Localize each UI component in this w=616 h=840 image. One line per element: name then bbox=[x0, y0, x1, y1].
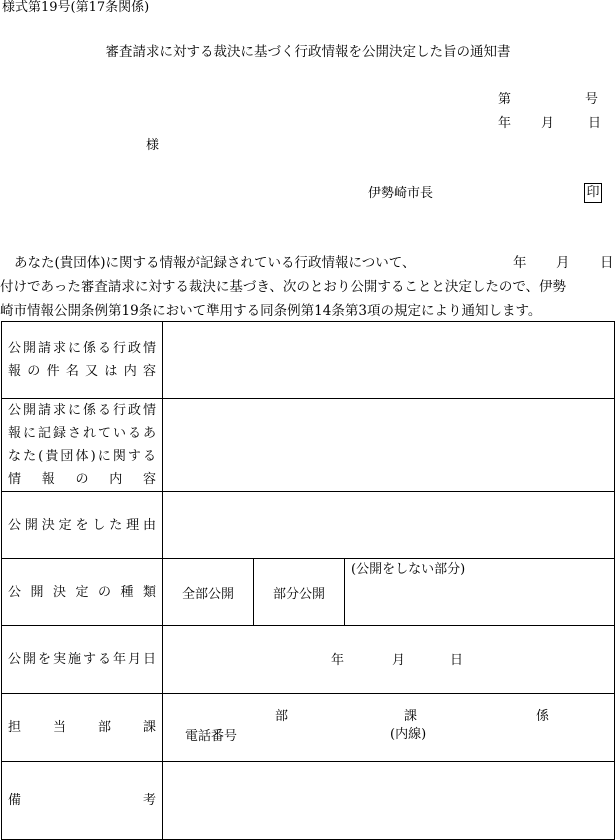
label-personal-info bbox=[2, 399, 163, 492]
body-line-1 bbox=[0, 251, 616, 275]
phone-number-label: 電話番号 bbox=[185, 729, 238, 744]
addressee-suffix: 様 bbox=[146, 138, 160, 153]
body-line-1-text: あなた(貴団体)に関する情報が記録されている行政情報について、 bbox=[14, 255, 416, 271]
disclosure-day-label: 日 bbox=[450, 653, 464, 668]
date-year-label: 年 bbox=[498, 116, 512, 131]
department-bu-label: 部 bbox=[275, 709, 289, 724]
partial-disclosure-text: 部分公開 bbox=[272, 586, 325, 602]
row-decision-reason bbox=[2, 492, 615, 559]
label-department-text: 担当部課 bbox=[8, 720, 156, 735]
row-personal-info bbox=[2, 399, 615, 492]
label-remarks-text: 備考 bbox=[8, 793, 156, 808]
label-decision-reason bbox=[2, 492, 163, 559]
department-kakari-label: 係 bbox=[536, 709, 550, 724]
field-disclosure-date[interactable] bbox=[163, 626, 615, 694]
label-request-subject bbox=[2, 322, 163, 399]
field-request-subject[interactable] bbox=[163, 322, 615, 399]
option-full-disclosure[interactable] bbox=[163, 559, 254, 626]
body-month-label: 月 bbox=[556, 255, 570, 271]
date-month-label: 月 bbox=[541, 116, 555, 131]
label-remarks bbox=[2, 762, 163, 840]
document-title: 審査請求に対する裁決に基づく行政情報を公開決定した旨の通知書 bbox=[105, 44, 511, 60]
doc-number-suffix: 号 bbox=[585, 92, 599, 107]
disclosure-month-label: 月 bbox=[392, 653, 406, 668]
disclosure-year-label: 年 bbox=[331, 653, 345, 668]
label-decision-type-text: 公開決定の種類 bbox=[8, 584, 156, 600]
label-disclosure-date bbox=[2, 626, 163, 694]
doc-number-prefix: 第 bbox=[498, 92, 512, 107]
field-personal-info[interactable] bbox=[163, 399, 615, 492]
body-line-2: 付けであった審査請求に対する裁決に基づき、次のとおり公開することと決定したので、伊勢 bbox=[0, 279, 567, 295]
row-decision-type bbox=[2, 559, 615, 626]
seal-mark: 印 bbox=[584, 183, 602, 203]
department-ka-label: 課 bbox=[404, 709, 418, 724]
notice-table bbox=[1, 321, 615, 840]
label-personal-info-line3: なた(貴団体)に関する bbox=[8, 449, 156, 464]
body-line-3: 崎市情報公開条例第19条において準用する同条例第14条第3項の規定により通知します。 bbox=[0, 303, 542, 319]
field-decision-reason[interactable] bbox=[163, 492, 615, 559]
label-decision-type bbox=[2, 559, 163, 626]
label-personal-info-line2: 報に記録されているあ bbox=[8, 426, 156, 441]
full-disclosure-text: 全部公開 bbox=[181, 586, 234, 602]
label-disclosure-date-text: 公開を実施する年月日 bbox=[8, 652, 156, 667]
row-disclosure-date bbox=[2, 626, 615, 694]
row-remarks bbox=[2, 762, 615, 840]
field-remarks[interactable] bbox=[163, 762, 615, 840]
label-personal-info-line1: 公開請求に係る行政情 bbox=[8, 403, 156, 418]
body-year-label: 年 bbox=[513, 255, 527, 271]
notice-body bbox=[0, 251, 616, 323]
extension-label: (内線) bbox=[390, 727, 427, 742]
row-department bbox=[2, 694, 615, 762]
issuer-name: 伊勢崎市長 bbox=[368, 186, 434, 201]
date-day-label: 日 bbox=[588, 116, 602, 131]
label-department bbox=[2, 694, 163, 762]
body-day-label: 日 bbox=[600, 255, 614, 271]
field-department[interactable] bbox=[163, 694, 615, 762]
non-disclosed-part-label: (公開をしない部分) bbox=[351, 562, 466, 577]
option-partial-disclosure[interactable] bbox=[254, 559, 345, 626]
label-personal-info-line4: 情報の内容 bbox=[8, 472, 156, 487]
label-request-subject-line1: 公開請求に係る行政情 bbox=[8, 341, 156, 356]
label-decision-reason-text: 公開決定をした理由 bbox=[8, 517, 156, 533]
row-request-subject bbox=[2, 322, 615, 399]
field-non-disclosed-part[interactable] bbox=[345, 559, 615, 626]
label-request-subject-line2: 報の件名又は内容 bbox=[8, 364, 156, 379]
form-number: 様式第19号(第17条関係) bbox=[2, 0, 150, 15]
